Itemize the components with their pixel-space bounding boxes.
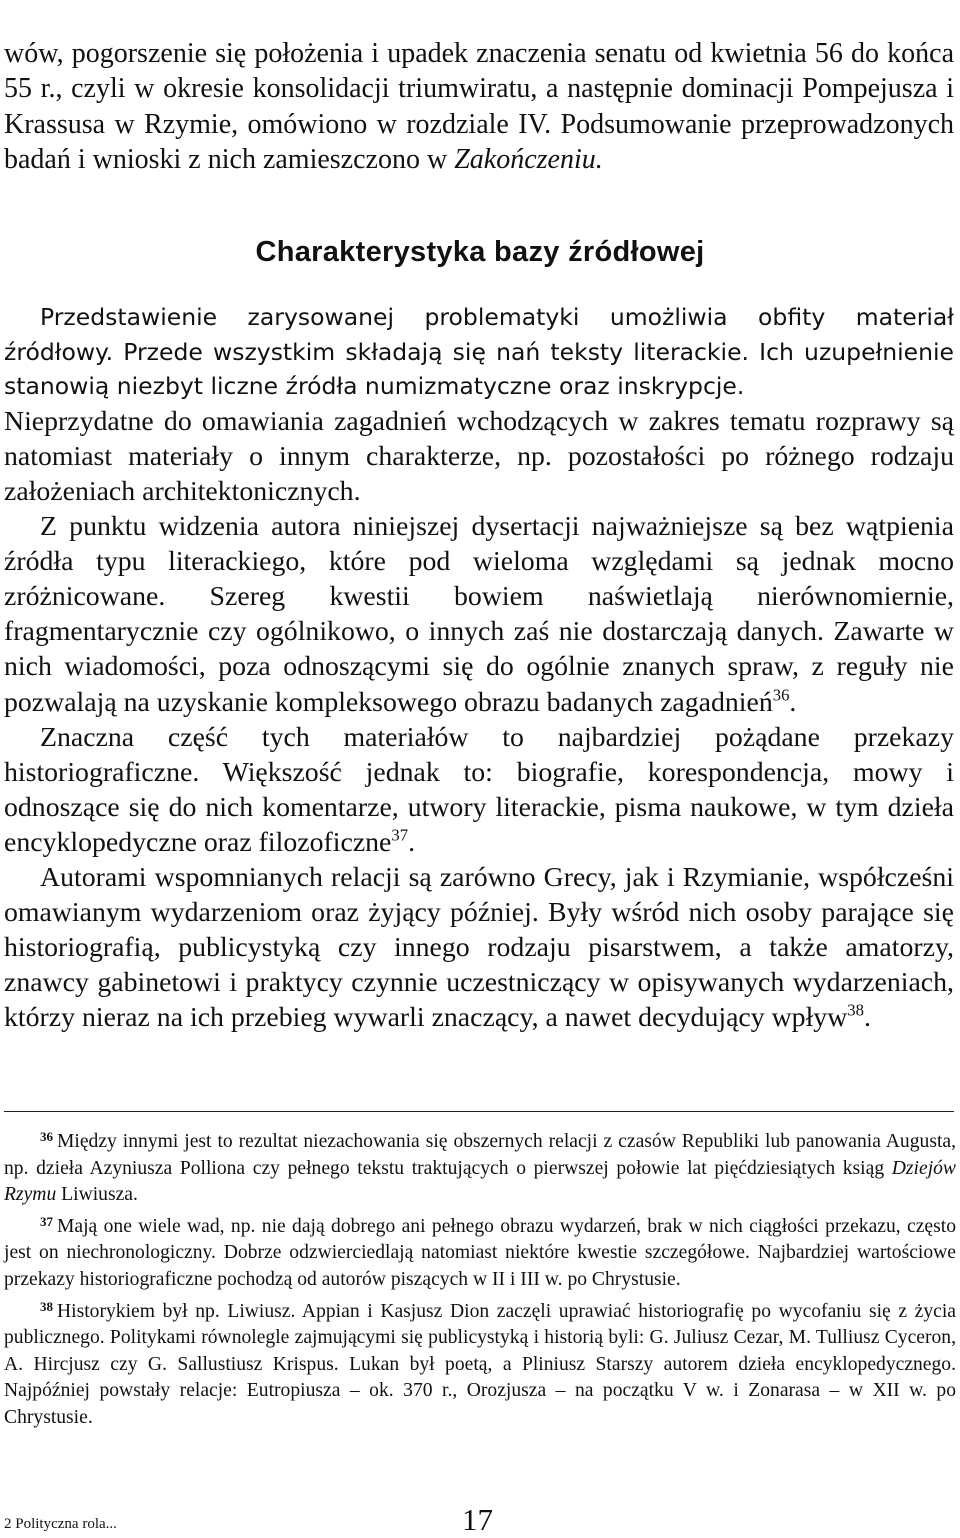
intro-line-4: przeprowadzonych badań i wnioski z nich zamieszczono w xyxy=(4,108,954,175)
footnote-ref-36[interactable]: 36 xyxy=(772,685,790,705)
paragraph-1-continuation: Nieprzydatne do omawiania zagadnień wchodzących w zakres tematu rozprawy są natomiast materiały o innym charakterze, np. pozostałości po różnego rodzaju założeniach architektonicznych. xyxy=(4,405,954,507)
paragraph-3-end: . xyxy=(408,826,416,858)
intro-italic-reference: Zakończeniu. xyxy=(454,143,603,175)
printer-signature: 2 Polityczna rola... xyxy=(4,1516,117,1532)
paragraph-sans xyxy=(4,300,954,404)
footnote-text: Historykiem był np. Liwiusz. Appian i Kasjusz Dion zaczęli uprawiać historiografię po wycofaniu się z życia publicznego. Politykami równolegle zajmującymi się publicystyką i historią byli: G. Juliusz Cezar, M. Tulliusz Cyceron, A. Hircjusz czy G. Sallustiusz Krispus. Lukan był poetą, a Pliniusz Starszy autorem dzieła encyklopedycznego. Najpóźniej powstały relacje: Eutropiusza – ok. 370 r., Orozjusza – na początku V w. i Zonarasa – w XII w. po Chrystusie. xyxy=(4,1300,956,1428)
paragraph-2 xyxy=(4,509,954,720)
intro-line-3: Pompejusza i Krassusa w Rzymie, omówiono w rozdziale IV. Podsumowanie xyxy=(4,73,954,140)
footnote-38 xyxy=(4,1294,956,1432)
page-footer xyxy=(0,1502,960,1536)
footnote-text: Między innymi jest to rezultat niezachowania się obszernych relacji z czasów Republiki lub panowania Augusta, np. dzieła Azyniusza Polliona czy pełnego tekstu traktujących o pierwszej połowie lat pięćdziesiątych ksiąg xyxy=(4,1131,956,1179)
paragraph-3 xyxy=(4,720,954,860)
footnote-text: Mają one wiele wad, np. nie dają dobrego ani pełnego obrazu wydarzeń, brak w nich ciągłości przekazu, często jest on niechronologiczny. Dobrze odzwierciedlają natomiast niektóre kwestie szczegółowe. Najbardziej wartościowe przekazy historiograficzne pochodzą od autorów piszących w II i III w. po Chrystusie. xyxy=(4,1215,956,1290)
paragraph-4-text: Autorami wspomnianych relacji są zarówno Grecy, jak i Rzymianie, współcześni omawianym wydarzeniom oraz żyjący później. Były wśród nich osoby parające się historiografią, publicystyką czy innego rodzaju pisarstwem, a także amatorzy, znawcy gabinetowi i praktycy czynnie uczestniczący w opisywanych wydarzeniach, którzy nieraz na ich przebieg wywarli znaczący, a nawet decydujący wpływ xyxy=(4,862,954,1034)
paragraph-2-text: Z punktu widzenia autora niniejszej dysertacji najważniejsze są bez wątpienia źródła typu literackiego, które pod wieloma względami są jednak mocno zróżnicowane. Szereg kwestii bowiem naświetlają nierównomiernie, fragmentarycznie czy ogólnikowo, o innych zaś nie dostarczają danych. Zawarte w nich wiadomości, poza odnoszącymi się do ogólnie znanych spraw, z reguły nie pozwalają na uzyskanie kompleksowego obrazu badanych zagadnień xyxy=(4,511,954,718)
footnote-ref-37[interactable]: 37 xyxy=(391,825,409,845)
paragraph-3-text: Znaczna część tych materiałów to najbardziej pożądane przekazy historiograficzne. Większość jednak to: biografie, korespondencja, mowy i odnoszące się do nich komentarze, utwory literackie, pisma naukowe, w tym dzieła encyklopedyczne oraz filozoficzne xyxy=(4,721,954,858)
intro-line-1: wów, pogorszenie się położenia i upadek znaczenia senatu od kwietnia 56 do xyxy=(4,38,880,69)
intro-line-2: końca 55 r., czyli w okresie konsolidacji triumwiratu, a następnie dominacji xyxy=(4,38,955,105)
paragraph-4-end: . xyxy=(863,1002,871,1034)
footnotes xyxy=(4,1124,956,1432)
section-heading: Charakterystyka bazy źródłowej xyxy=(255,236,705,268)
page-number: 17 xyxy=(462,1502,493,1537)
footnote-divider xyxy=(4,1111,954,1112)
footnote-37 xyxy=(4,1209,956,1294)
footnote-36 xyxy=(4,1124,956,1209)
paragraph-2-end: . xyxy=(789,686,797,718)
section-body xyxy=(4,300,954,1035)
footnote-number: 36 xyxy=(40,1129,53,1144)
footnote-ref-38[interactable]: 38 xyxy=(847,1001,864,1021)
paragraph-serif xyxy=(4,404,954,1036)
footnote-number: 38 xyxy=(40,1298,53,1314)
footnote-number: 37 xyxy=(40,1213,53,1229)
footnote-italic-title: Dziejów Rzymu xyxy=(4,1157,957,1206)
footnote-text-end: Liwiusza. xyxy=(61,1184,138,1206)
paragraph-1: Przedstawienie zarysowanej problematyki umożliwia obfity materiał źródłowy. Przede wszystkim składają się nań teksty literackie. Ich uzupełnienie stanowią niezbyt liczne źródła numizmatyczne oraz inskrypcje. xyxy=(4,303,954,401)
intro-paragraph xyxy=(4,36,954,177)
paragraph-4 xyxy=(4,860,954,1035)
